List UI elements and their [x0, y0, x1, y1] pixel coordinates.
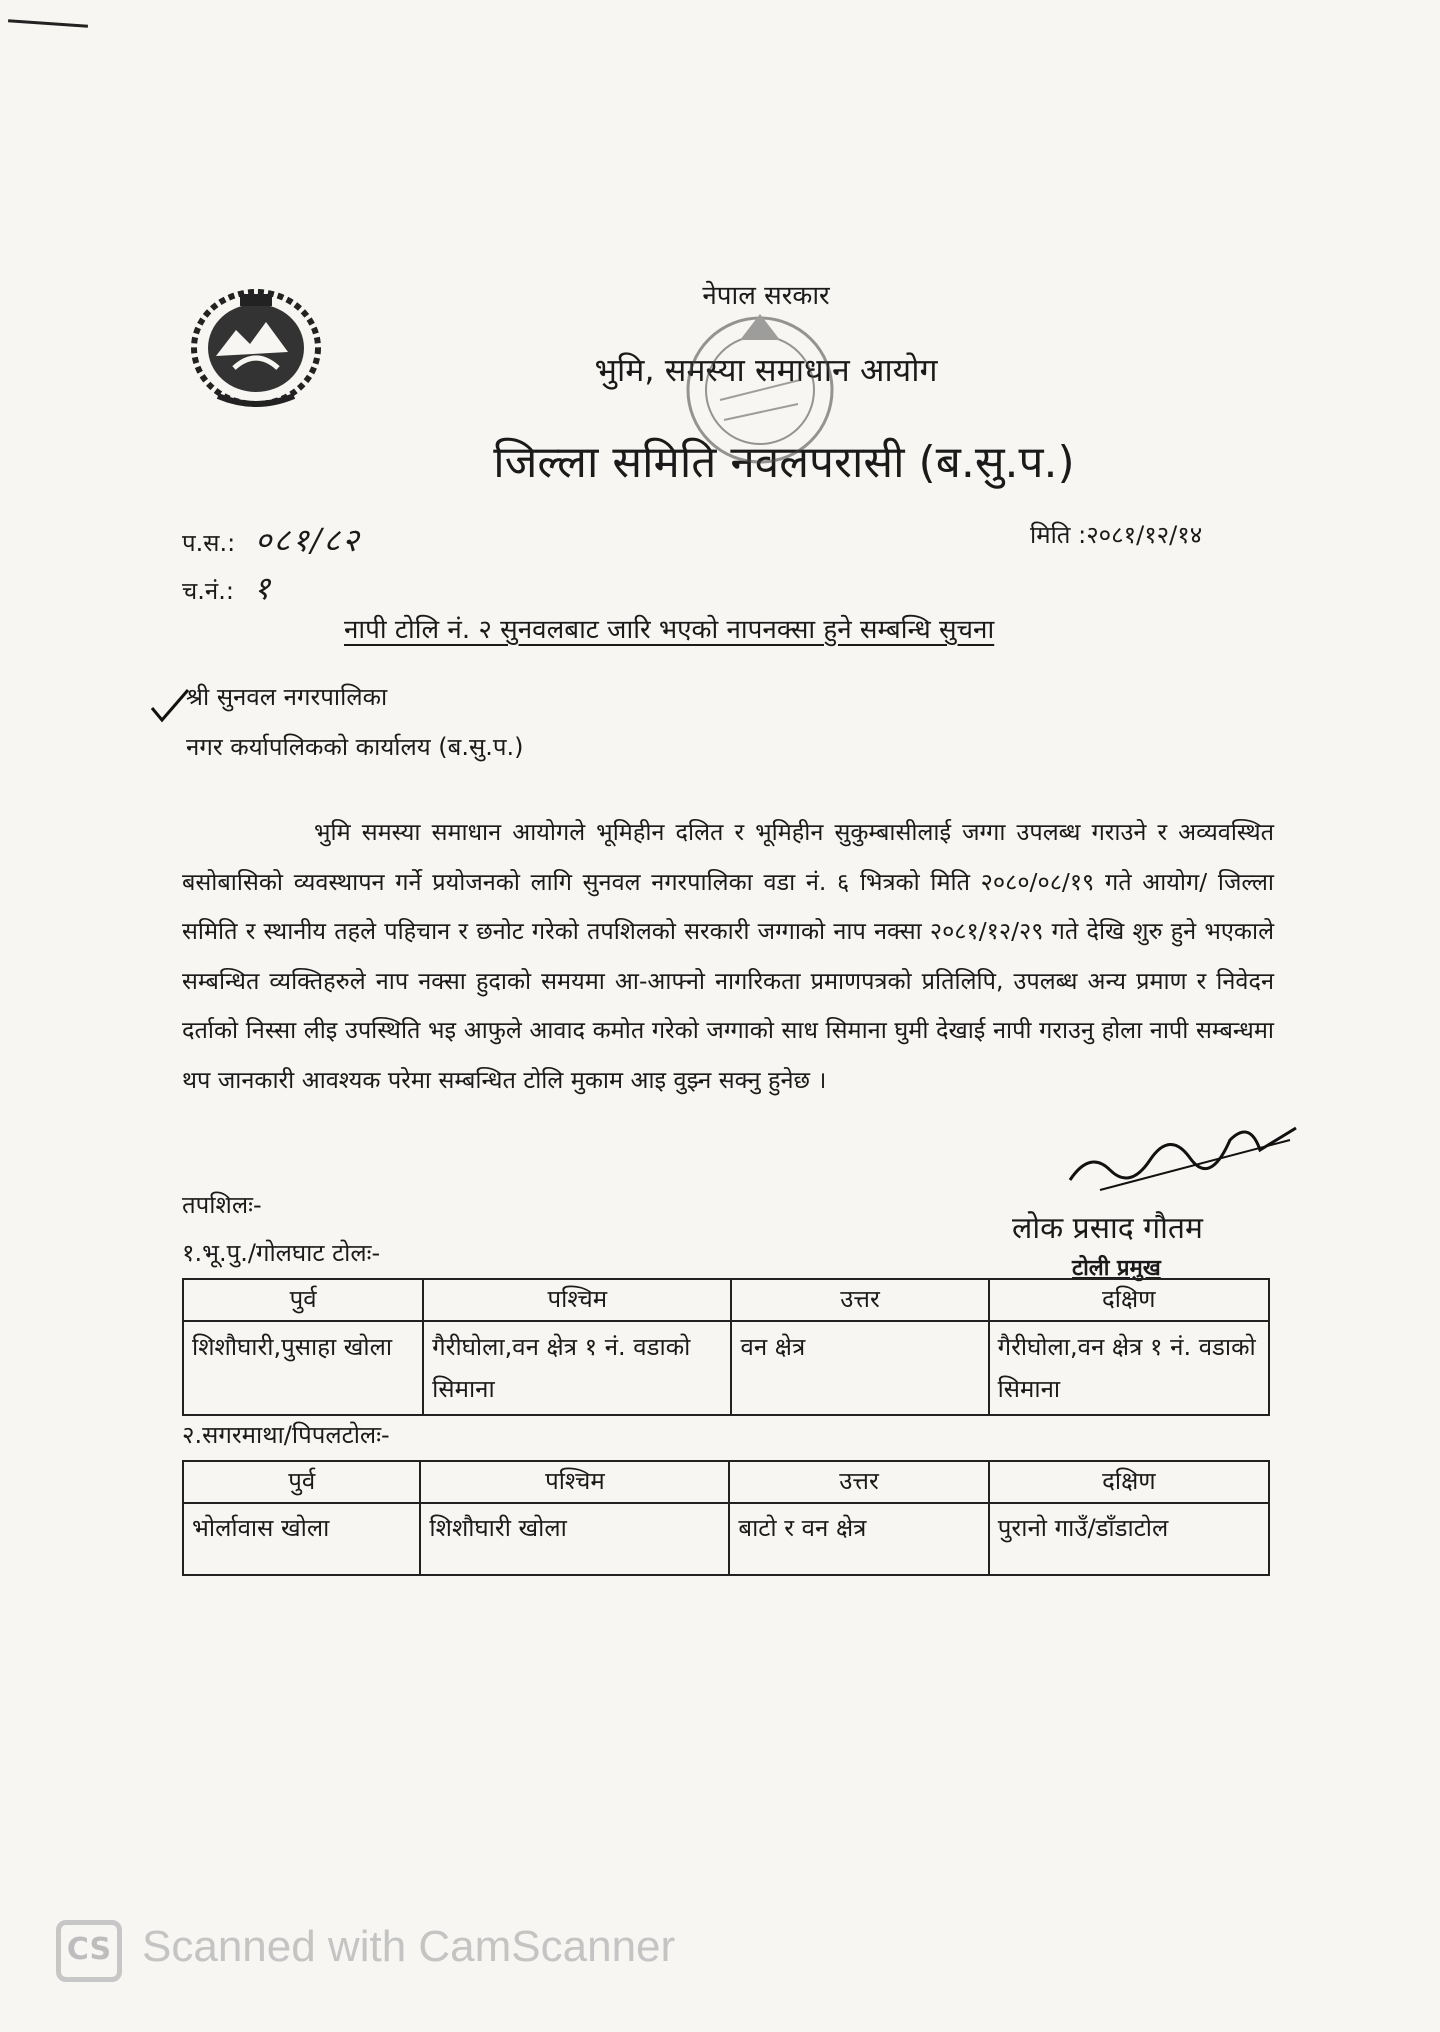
- cell-north: बाटो र वन क्षेत्र: [729, 1503, 988, 1575]
- header-east: पुर्व: [183, 1279, 423, 1321]
- table-header-row: [183, 1461, 1269, 1503]
- cell-north: वन क्षेत्र: [731, 1321, 988, 1415]
- header-south: दक्षिण: [989, 1461, 1269, 1503]
- handwritten-signature-icon: [1060, 1110, 1300, 1200]
- official-stamp-icon: [680, 280, 840, 500]
- government-title: नेपाल सरकार: [702, 281, 830, 311]
- date-label: मिति :: [1030, 521, 1087, 549]
- boundary-table-2: [182, 1460, 1270, 1576]
- cell-south: गैरीघोला,वन क्षेत्र १ नं. वडाको सिमाना: [989, 1321, 1269, 1415]
- header-west: पश्चिम: [420, 1461, 729, 1503]
- subject-line: नापी टोलि नं. २ सुनवलबाट जारि भएको नापनक्सा हुने सम्बन्धि सुचना: [344, 615, 995, 645]
- corner-pen-mark: [8, 19, 88, 28]
- header-north: उत्तर: [731, 1279, 988, 1321]
- ch-value: १: [253, 569, 273, 607]
- cell-east: भोर्लावास खोला: [183, 1503, 420, 1575]
- header-east: पुर्व: [183, 1461, 420, 1503]
- table-header-row: [183, 1279, 1269, 1321]
- cell-west: गैरीघोला,वन क्षेत्र १ नं. वडाको सिमाना: [423, 1321, 731, 1415]
- cell-west: शिशौघारी खोला: [420, 1503, 729, 1575]
- section-title-2: २.सगरमाथा/पिपलटोलः-: [182, 1421, 390, 1449]
- camscanner-watermark: Scanned with CamScanner: [142, 1922, 676, 1971]
- ch-label: च.नं.:: [182, 577, 234, 605]
- date-value: २०८१/१२/१४: [1086, 521, 1203, 549]
- header-south: दक्षिण: [989, 1279, 1269, 1321]
- cell-east: शिशौघारी,पुसाहा खोला: [183, 1321, 423, 1415]
- ps-label: प.स.:: [182, 529, 236, 557]
- addressee-line-1: श्री सुनवल नगरपालिका: [186, 683, 388, 711]
- camscanner-logo-icon: CS: [56, 1920, 122, 1982]
- addressee-line-2: नगर कर्यापलिकको कार्यालय (ब.सु.प.): [186, 733, 524, 761]
- header-north: उत्तर: [729, 1461, 988, 1503]
- commission-title: भुमि, समस्या समाधान आयोग: [594, 351, 938, 389]
- table-row: [183, 1503, 1269, 1575]
- notice-body: भुमि समस्या समाधान आयोगले भूमिहीन दलित र भूमिहीन सुकुम्बासीलाई जग्गा उपलब्ध गराउने र अव्यवस्थित बसोबासिको व्यवस्थापन गर्ने प्रयोजनको लागि सुनवल नगरपालिका वडा नं. ६ भित्रको मिति २०८०/०८/१९ गते आयोग/ जिल्ला समिति र स्थानीय तहले पहिचान र छनोट गरेको तपशिलको सरकारी जग्गाको नाप नक्सा २०८१/१२/२९ गते देखि शुरु हुने भएकाले सम्बन्धित व्यक्तिहरुले नाप नक्सा हुदाको समयमा आ-आफ्नो नागरिकता प्रमाणपत्रको प्रतिलिपि, उपलब्ध अन्य प्रमाण र निवेदन दर्ताको निस्सा लीइ उपस्थिति भइ आफुले आवाद कमोत गरेको जग्गाको साध सिमाना घुमी देखाई नापी गराउनु होला नापी सम्बन्धमा थप जानकारी आवश्यक परेमा सम्बन्धित टोलि मुकाम आइ वुझ्न सक्नु हुनेछ ।: [182, 818, 1274, 1094]
- signatory-name: लोक प्रसाद गौतम: [1012, 1211, 1203, 1246]
- table-row: [183, 1321, 1269, 1415]
- boundary-table-1: [182, 1278, 1270, 1416]
- cell-south: पुरानो गाउँ/डाँडाटोल: [989, 1503, 1269, 1575]
- reference-ps: [182, 518, 361, 561]
- header-west: पश्चिम: [423, 1279, 731, 1321]
- district-committee-title: जिल्ला समिति नवलपरासी (ब.सु.प.): [493, 437, 1075, 488]
- section-title-1: १.भू.पु./गोलघाट टोलः-: [182, 1239, 381, 1267]
- tapashil-label: तपशिलः-: [182, 1191, 262, 1219]
- ps-value: ०८१/८२: [254, 521, 361, 559]
- reference-date: [1030, 518, 1202, 551]
- reference-ch: [182, 566, 272, 609]
- signatory-title: टोली प्रमुख: [1072, 1256, 1161, 1281]
